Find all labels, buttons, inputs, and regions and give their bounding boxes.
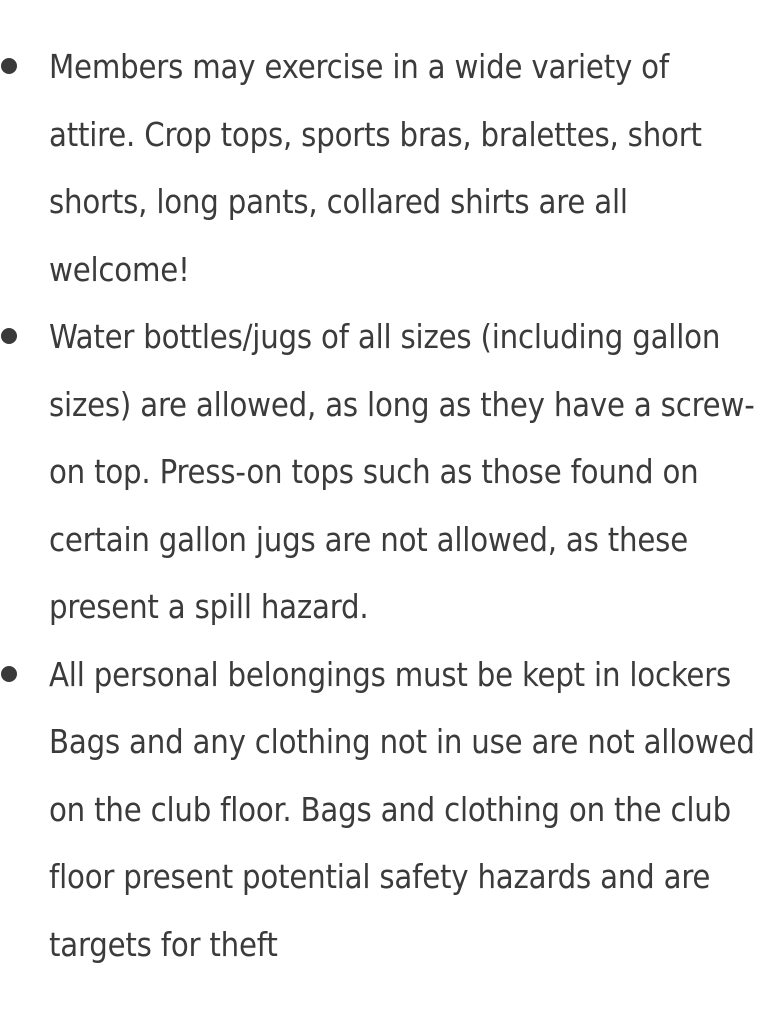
list-item — [0, 642, 768, 980]
bullet-icon — [1, 666, 17, 682]
bullet-icon — [1, 58, 17, 74]
rule-text-water-bottles: Water bottles/jugs of all sizes (including gallon sizes) are allowed, as long as they have a screw-on top. Press-on tops such as those found on certain gallon jugs are not allowed, as these present a spill hazard. — [49, 318, 755, 626]
list-item — [0, 34, 768, 304]
rule-text-belongings: All personal belongings must be kept in lockers Bags and any clothing not in use are not allowed on the club floor. Bags and clothing on the club floor present potential safety hazards and are targets for theft — [49, 655, 755, 964]
rules-list — [0, 34, 768, 979]
bullet-icon — [1, 328, 17, 344]
rule-text-attire: Members may exercise in a wide variety of attire. Crop tops, sports bras, bralettes, short shorts, long pants, collared shirts are all welcome! — [49, 48, 702, 289]
list-item — [0, 304, 768, 642]
